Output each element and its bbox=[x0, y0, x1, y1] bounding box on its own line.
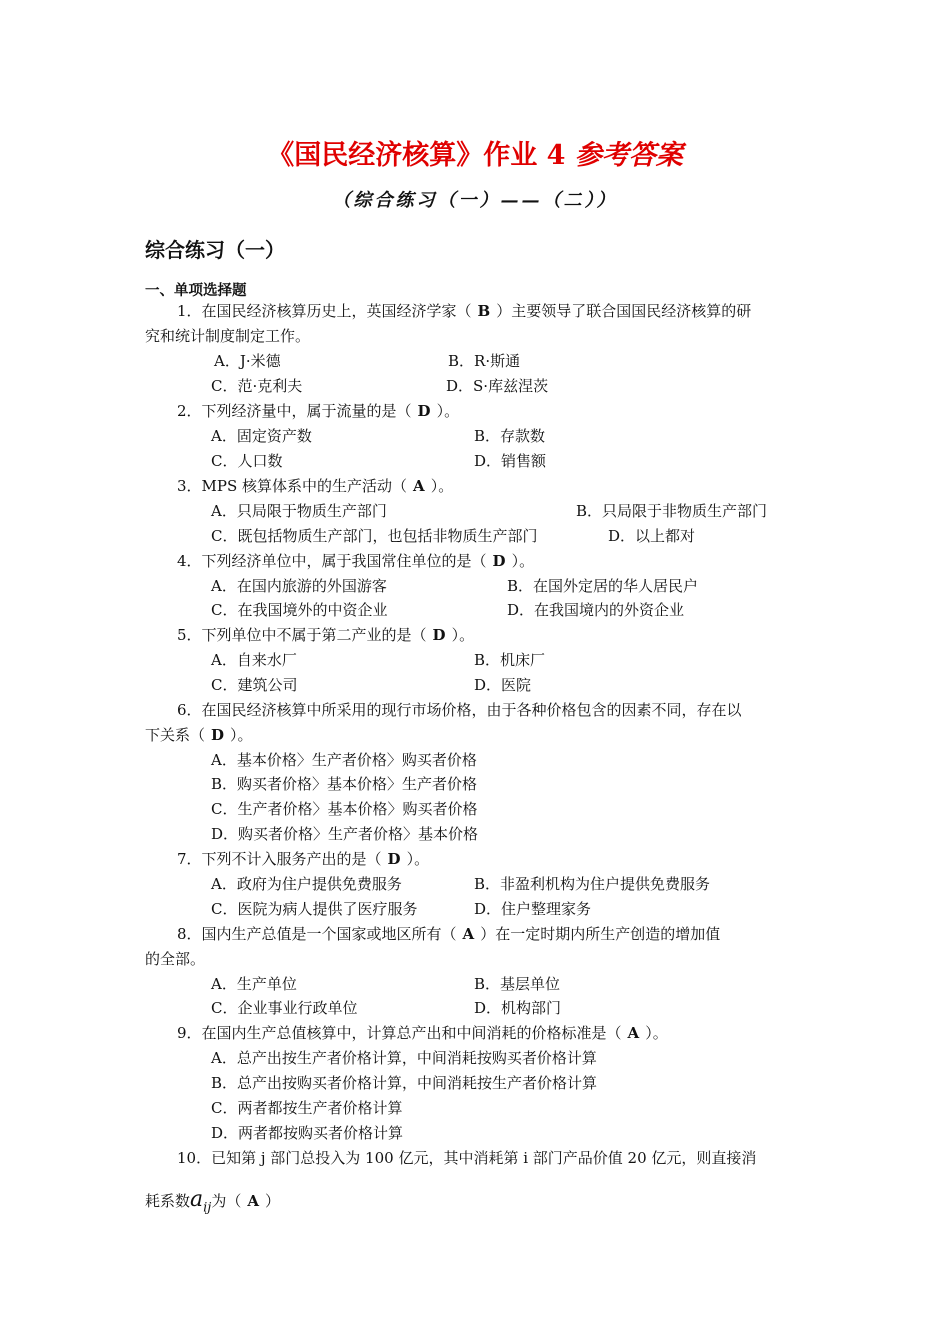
option: D．住户整理家务 bbox=[474, 900, 592, 918]
question-9: 9．在国内生产总值核算中，计算总产出和中间消耗的价格标准是（ A ）。 bbox=[177, 1024, 668, 1042]
answer: D bbox=[432, 626, 446, 644]
option: B．机床厂 bbox=[474, 651, 546, 669]
question-2: 2．下列经济量中，属于流量的是（ D ）。 bbox=[177, 402, 460, 420]
option: D．机构部门 bbox=[474, 999, 562, 1017]
option: A．只局限于物质生产部门 bbox=[211, 502, 387, 520]
option: D．医院 bbox=[474, 676, 532, 694]
option: D．销售额 bbox=[474, 452, 547, 470]
question-4: 4．下列经济单位中，属于我国常住单位的是（ D ）。 bbox=[177, 552, 535, 570]
option: B．购买者价格〉基本价格〉生产者价格 bbox=[211, 775, 478, 793]
question-10: 10．已知第 j 部门总投入为 100 亿元，其中消耗第 i 部门产品价值 20 亿元，则直接消 bbox=[177, 1149, 757, 1167]
answer: B bbox=[477, 302, 491, 320]
answer: D bbox=[211, 726, 225, 744]
answer: A bbox=[462, 925, 475, 943]
option: A．基本价格〉生产者价格〉购买者价格 bbox=[211, 751, 477, 769]
option: D．两者都按购买者价格计算 bbox=[211, 1124, 404, 1142]
section-heading: 综合练习（一） bbox=[145, 238, 285, 262]
option: C．在我国境外的中资企业 bbox=[211, 601, 388, 619]
option: A．生产单位 bbox=[211, 975, 297, 993]
question-8-cont: 的全部。 bbox=[145, 950, 206, 968]
option: B．在国外定居的华人居民户 bbox=[507, 577, 699, 595]
question-6: 6．在国民经济核算中所采用的现行市场价格，由于各种价格包含的因素不同，存在以 bbox=[177, 701, 742, 719]
option: D．S·库兹涅茨 bbox=[446, 377, 549, 395]
option: B．总产出按购买者价格计算，中间消耗按生产者价格计算 bbox=[211, 1074, 598, 1092]
option: C．建筑公司 bbox=[211, 676, 298, 694]
option: A．政府为住户提供免费服务 bbox=[211, 875, 402, 893]
option: C．生产者价格〉基本价格〉购买者价格 bbox=[211, 800, 478, 818]
option: B．存款数 bbox=[474, 427, 546, 445]
option: B．基层单位 bbox=[474, 975, 561, 993]
option: C．企业事业行政单位 bbox=[211, 999, 358, 1017]
option: C．医院为病人提供了医疗服务 bbox=[211, 900, 418, 918]
option: A．J·米德 bbox=[214, 352, 281, 370]
title-italic: 参考答案 bbox=[574, 140, 683, 171]
option: D．以上都对 bbox=[608, 527, 696, 545]
question-5: 5．下列单位中不属于第二产业的是（ D ）。 bbox=[177, 626, 475, 644]
option: C．两者都按生产者价格计算 bbox=[211, 1099, 403, 1117]
option: A．在国内旅游的外国游客 bbox=[211, 577, 387, 595]
answer: D bbox=[417, 402, 431, 420]
answer: A bbox=[247, 1192, 259, 1210]
question-3: 3．MPS 核算体系中的生产活动（ A ）。 bbox=[177, 477, 454, 495]
option: D．在我国境内的外资企业 bbox=[507, 601, 685, 619]
subsection-heading: 一、单项选择题 bbox=[145, 283, 247, 299]
question-1: 1．在国民经济核算历史上，英国经济学家（ B ）主要领导了联合国国民经济核算的研 bbox=[177, 302, 752, 320]
option: D．购买者价格〉生产者价格〉基本价格 bbox=[211, 825, 479, 843]
option: C．范·克利夫 bbox=[211, 377, 303, 395]
question-10-cont: 耗系数$a_{ij}$为（ A ） bbox=[145, 1187, 281, 1216]
answer: D bbox=[492, 552, 506, 570]
math-variable: $a_{ij}$ bbox=[190, 1187, 212, 1216]
answer: A bbox=[413, 477, 425, 495]
answer: A bbox=[627, 1024, 640, 1042]
question-6-cont: 下关系（ D ）。 bbox=[145, 726, 253, 744]
document-title bbox=[0, 133, 950, 172]
option: C．人口数 bbox=[211, 452, 283, 470]
question-7: 7．下列不计入服务产出的是（ D ）。 bbox=[177, 850, 430, 868]
title-main: 《国民经济核算》作业 4 bbox=[267, 140, 575, 171]
option: B．非盈利机构为住户提供免费服务 bbox=[474, 875, 711, 893]
question-1-cont: 究和统计制度制定工作。 bbox=[145, 327, 311, 345]
document-subtitle: （综合练习（一）——（二）） bbox=[332, 190, 618, 211]
option: B．只局限于非物质生产部门 bbox=[576, 502, 768, 520]
option: A．固定资产数 bbox=[211, 427, 312, 445]
option: C．既包括物质生产部门，也包括非物质生产部门 bbox=[211, 527, 538, 545]
answer: D bbox=[387, 850, 401, 868]
option: B．R·斯通 bbox=[448, 352, 521, 370]
option: A．总产出按生产者价格计算，中间消耗按购买者价格计算 bbox=[211, 1049, 597, 1067]
option: A．自来水厂 bbox=[211, 651, 297, 669]
question-8: 8．国内生产总值是一个国家或地区所有（ A ）在一定时期内所生产创造的增加值 bbox=[177, 925, 721, 943]
